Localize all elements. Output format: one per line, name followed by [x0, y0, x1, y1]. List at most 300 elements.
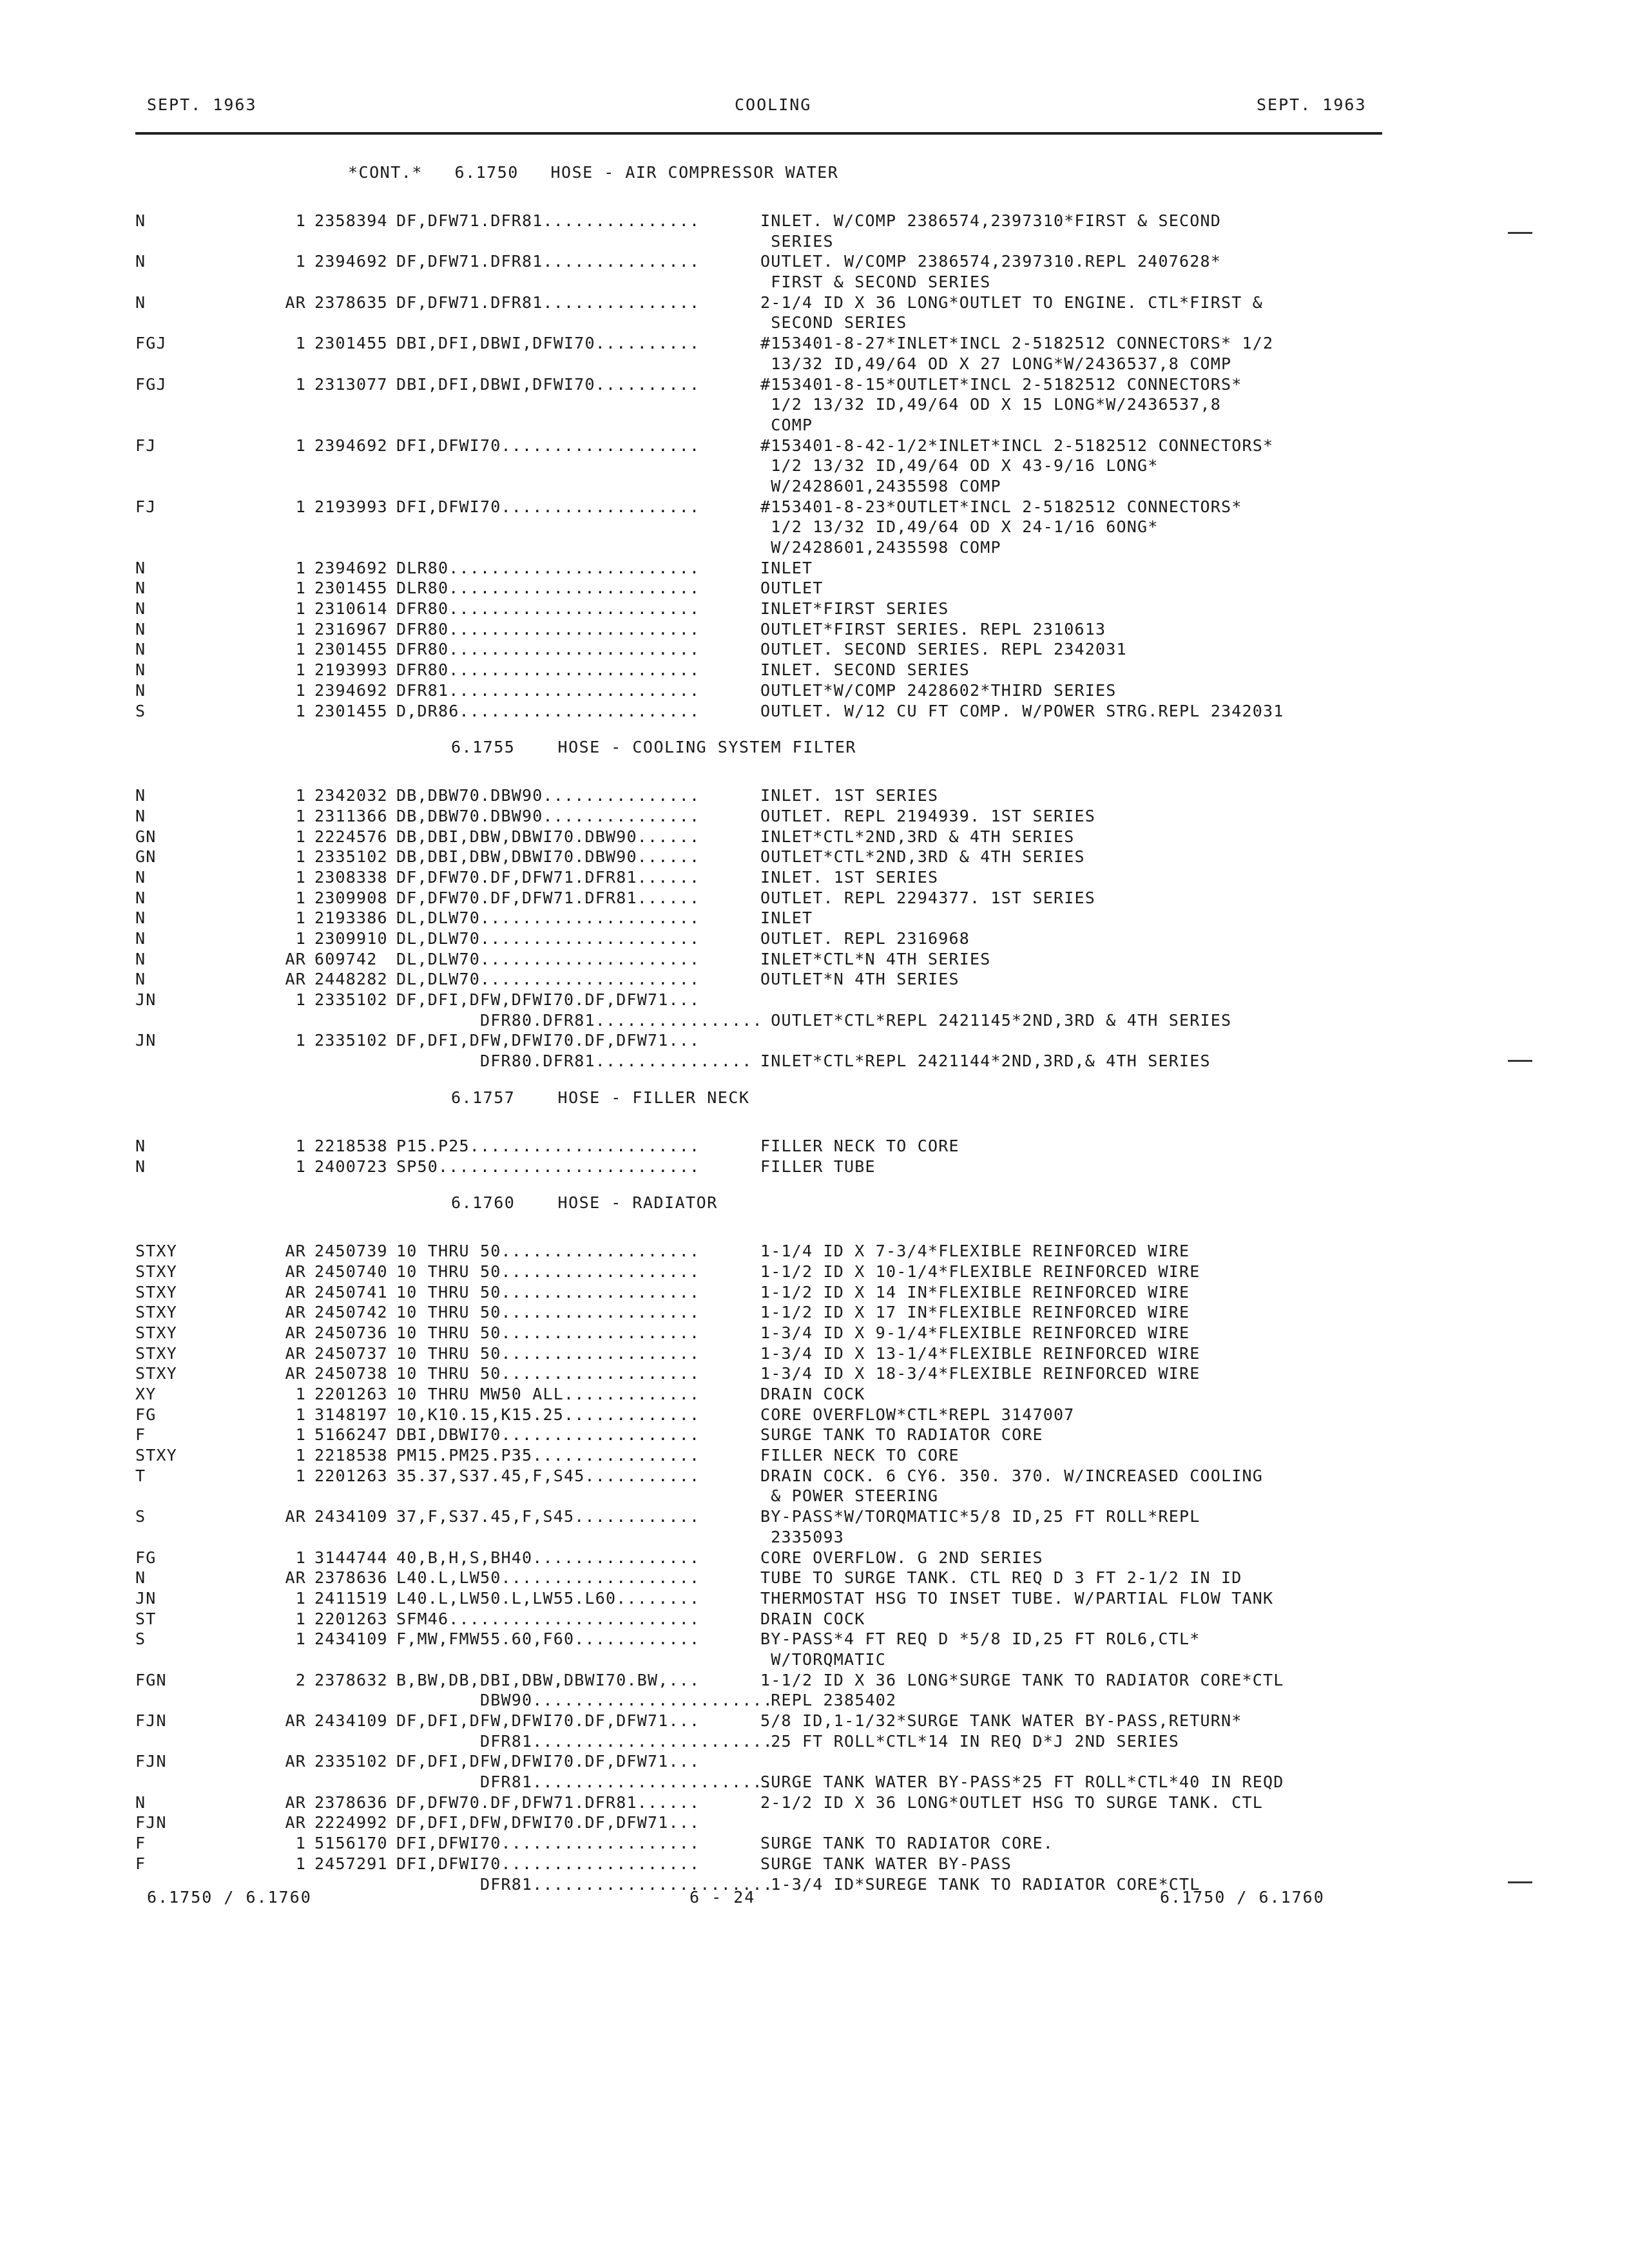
usage-code: FJN	[135, 1711, 167, 1730]
model-applicability: 35.37,S37.45,F,S45...........	[396, 1466, 700, 1485]
usage-code: N	[135, 1136, 146, 1155]
footer-left: 6.1750 / 6.1760	[147, 1888, 312, 1907]
section-gap	[135, 1177, 1398, 1188]
parts-row	[135, 1136, 1398, 1157]
model-applicability: 37,F,S37.45,F,S45............	[396, 1507, 700, 1526]
quantity: 1	[295, 929, 306, 948]
parts-row	[135, 374, 1398, 395]
usage-code: N	[135, 252, 146, 271]
usage-code: F	[135, 1834, 146, 1853]
usage-code: FGJ	[135, 374, 167, 394]
quantity: AR	[285, 1364, 306, 1383]
quantity: 1	[295, 1854, 306, 1873]
model-applicability: 10 THRU 50...................	[396, 1282, 700, 1302]
part-description: 5/8 ID,1-1/32*SURGE TANK WATER BY-PASS,RETURN*	[760, 1711, 1242, 1730]
part-number: 609742	[314, 949, 378, 968]
parts-row	[135, 928, 1398, 949]
quantity: 1	[295, 558, 306, 577]
usage-code: N	[135, 888, 146, 907]
part-number: 5166247	[314, 1425, 388, 1445]
part-number: 2378635	[314, 293, 388, 312]
model-applicability: DFR80........................	[396, 599, 700, 619]
part-description: 2-1/4 ID X 36 LONG*OUTLET TO ENGINE. CTL*FIRST &	[760, 293, 1264, 312]
parts-row	[135, 537, 1398, 558]
part-description: INLET*FIRST SERIES	[760, 599, 949, 619]
parts-row	[135, 888, 1398, 908]
usage-code: FGJ	[135, 334, 167, 353]
part-number: 2394692	[314, 436, 388, 455]
part-number: 2450742	[314, 1303, 388, 1322]
model-applicability: PM15.PM25.P35................	[396, 1446, 700, 1465]
parts-row	[135, 867, 1398, 888]
quantity: 1	[295, 680, 306, 700]
model-applicability: SP50.........................	[396, 1157, 700, 1176]
section-gap	[135, 1072, 1398, 1083]
part-number: 2394692	[314, 558, 388, 577]
quantity: 1	[295, 1629, 306, 1649]
part-number: 2450738	[314, 1364, 388, 1383]
parts-row	[135, 1833, 1398, 1854]
quantity: 1	[295, 990, 306, 1010]
model-applicability: DFR80........................	[396, 660, 700, 680]
part-description: OUTLET*CTL*2ND,3RD & 4TH SERIES	[760, 847, 1085, 867]
quantity: AR	[285, 1242, 306, 1261]
section-title: 6.1760 HOSE - RADIATOR	[451, 1193, 718, 1213]
part-description: BY-PASS*4 FT REQ D *5/8 ID,25 FT ROL6,CTL*	[760, 1629, 1200, 1649]
usage-code: FJ	[135, 497, 157, 516]
model-applicability: SFM46........................	[396, 1609, 700, 1628]
usage-code: T	[135, 1466, 146, 1485]
model-applicability: 10 THRU 50...................	[396, 1303, 700, 1322]
section-title: 6.1755 HOSE - COOLING SYSTEM FILTER	[451, 738, 856, 757]
model-applicability: P15.P25......................	[396, 1136, 700, 1155]
quantity: 1	[295, 1136, 306, 1155]
part-number: 2450740	[314, 1262, 388, 1281]
usage-code: N	[135, 1568, 146, 1588]
model-applicability: DL,DLW70.....................	[396, 970, 700, 989]
parts-row	[135, 1405, 1398, 1425]
model-applicability: DL,DLW70.....................	[396, 908, 700, 928]
part-description: 1-1/2 ID X 14 IN*FLEXIBLE REINFORCED WIRE	[760, 1282, 1190, 1302]
model-applicability: 10 THRU 50...................	[396, 1262, 700, 1281]
quantity: AR	[285, 1752, 306, 1771]
part-description: OUTLET*W/COMP 2428602*THIRD SERIES	[760, 680, 1117, 700]
part-description: FILLER NECK TO CORE	[760, 1446, 959, 1465]
parts-row	[135, 847, 1398, 867]
parts-row	[135, 908, 1398, 928]
part-description: FILLER TUBE	[760, 1157, 876, 1176]
quantity: 1	[295, 252, 306, 271]
model-applicability: DLR80........................	[396, 579, 700, 598]
parts-row	[135, 476, 1398, 497]
quantity: AR	[285, 970, 306, 989]
part-description: #153401-8-42-1/2*INLET*INCL 2-5182512 CONNECTORS*	[760, 436, 1274, 455]
usage-code: N	[135, 867, 146, 887]
usage-code: S	[135, 1629, 146, 1649]
section-heading	[135, 158, 1398, 211]
model-applicability: DF,DFW70.DF,DFW71.DFR81......	[396, 867, 700, 887]
part-description: REPL 2385402	[760, 1691, 897, 1710]
part-number: 2394692	[314, 680, 388, 700]
quantity: AR	[285, 1568, 306, 1588]
header-section-title: COOLING	[735, 95, 812, 114]
part-number: 2450741	[314, 1282, 388, 1302]
part-description: OUTLET. SECOND SERIES. REPL 2342031	[760, 640, 1127, 659]
page-number: 6 - 24	[689, 1888, 756, 1907]
part-description: INLET*CTL*N 4TH SERIES	[760, 949, 991, 968]
parts-row	[135, 394, 1398, 415]
parts-row	[135, 1051, 1398, 1072]
quantity: AR	[285, 1303, 306, 1322]
part-number: 2313077	[314, 374, 388, 394]
part-description: CORE OVERFLOW. G 2ND SERIES	[760, 1548, 1043, 1567]
quantity: AR	[285, 1507, 306, 1526]
part-number: 2342032	[314, 786, 388, 805]
section-heading	[135, 733, 1398, 785]
model-applicability: DF,DFI,DFW,DFWI70.DF,DFW71...	[396, 1752, 700, 1771]
section-gap	[135, 721, 1398, 733]
part-number: 2400723	[314, 1157, 388, 1176]
part-description: INLET. 1ST SERIES	[760, 867, 939, 887]
parts-row	[135, 436, 1398, 456]
part-description: OUTLET. REPL 2294377. 1ST SERIES	[760, 888, 1096, 907]
model-applicability: DFR80.DFR81................	[396, 1010, 763, 1030]
part-description: W/2428601,2435598 COMP	[760, 538, 1001, 557]
parts-row	[135, 1363, 1398, 1384]
part-number: 2434109	[314, 1507, 388, 1526]
usage-code: N	[135, 908, 146, 928]
quantity: 1	[295, 1157, 306, 1176]
model-applicability: 10 THRU 50...................	[396, 1323, 700, 1342]
parts-row	[135, 272, 1398, 293]
parts-row	[135, 639, 1398, 660]
part-description: 1-1/2 ID X 36 LONG*SURGE TANK TO RADIATOR CORE*CTL	[760, 1670, 1284, 1689]
quantity: 1	[295, 211, 306, 230]
quantity: 1	[295, 660, 306, 680]
part-number: 2316967	[314, 619, 388, 639]
parts-row	[135, 1548, 1398, 1568]
part-number: 2434109	[314, 1711, 388, 1730]
part-number: 2335102	[314, 847, 388, 867]
section-heading	[135, 1188, 1398, 1241]
part-number: 2301455	[314, 701, 388, 720]
model-applicability: DFR81.......................	[396, 1731, 774, 1751]
usage-code: F	[135, 1854, 146, 1873]
part-number: 2218538	[314, 1136, 388, 1155]
part-number: 3148197	[314, 1405, 388, 1424]
part-description: DRAIN COCK. 6 CY6. 350. 370. W/INCREASED COOLING	[760, 1466, 1264, 1485]
parts-row	[135, 1690, 1398, 1711]
quantity: 1	[295, 827, 306, 846]
usage-code: N	[135, 579, 146, 598]
parts-row	[135, 231, 1398, 252]
usage-code: GN	[135, 827, 157, 846]
parts-row	[135, 827, 1398, 847]
usage-code: N	[135, 806, 146, 825]
usage-code: N	[135, 619, 146, 639]
model-applicability: DFR81........................	[396, 680, 700, 700]
part-description: SURGE TANK WATER BY-PASS	[760, 1854, 1012, 1873]
parts-row	[135, 1466, 1398, 1486]
quantity: AR	[285, 1343, 306, 1363]
usage-code: N	[135, 599, 146, 619]
parts-row	[135, 1609, 1398, 1629]
parts-row	[135, 1854, 1398, 1874]
part-description: OUTLET	[760, 579, 824, 598]
model-applicability: 10 THRU 50...................	[396, 1343, 700, 1363]
quantity: 1	[295, 1834, 306, 1853]
usage-code: N	[135, 1157, 146, 1176]
part-description: 1/2 13/32 ID,49/64 OD X 15 LONG*W/2436537,8	[760, 395, 1222, 414]
part-number: 2193993	[314, 497, 388, 516]
part-description: 13/32 ID,49/64 OD X 27 LONG*W/2436537,8 COMP	[760, 354, 1232, 373]
part-description: INLET. W/COMP 2386574,2397310*FIRST & SECOND	[760, 211, 1222, 230]
part-number: 2335102	[314, 990, 388, 1010]
parts-row	[135, 1731, 1398, 1752]
part-description: SECOND SERIES	[760, 313, 907, 332]
part-description: INLET	[760, 558, 813, 577]
usage-code: F	[135, 1425, 146, 1445]
part-description: 1-1/2 ID X 10-1/4*FLEXIBLE REINFORCED WIRE	[760, 1262, 1200, 1281]
parts-row	[135, 1241, 1398, 1262]
header-left-date: SEPT. 1963	[147, 95, 257, 114]
quantity: AR	[285, 1792, 306, 1812]
quantity: AR	[285, 949, 306, 968]
usage-code: STXY	[135, 1446, 178, 1465]
model-applicability: DF,DFI,DFW,DFWI70.DF,DFW71...	[396, 990, 700, 1010]
part-description: FIRST & SECOND SERIES	[760, 273, 991, 292]
part-description: FILLER NECK TO CORE	[760, 1136, 959, 1155]
parts-row	[135, 1629, 1398, 1649]
usage-code: JN	[135, 990, 157, 1010]
header-rule	[135, 132, 1382, 135]
part-description: OUTLET. REPL 2316968	[760, 929, 970, 948]
part-number: 2450737	[314, 1343, 388, 1363]
part-description: 1-3/4 ID X 18-3/4*FLEXIBLE REINFORCED WIRE	[760, 1364, 1200, 1383]
model-applicability: DF,DFW71.DFR81...............	[396, 252, 700, 271]
part-number: 2193386	[314, 908, 388, 928]
part-number: 2309910	[314, 929, 388, 948]
section-heading	[135, 1083, 1398, 1136]
parts-row	[135, 949, 1398, 970]
usage-code: S	[135, 701, 146, 720]
usage-code: STXY	[135, 1343, 178, 1363]
model-applicability: DBI,DFI,DBWI,DFWI70..........	[396, 334, 700, 353]
part-description: 25 FT ROLL*CTL*14 IN REQ D*J 2ND SERIES	[760, 1731, 1180, 1751]
usage-code: N	[135, 293, 146, 312]
parts-row	[135, 415, 1398, 436]
part-number: 2201263	[314, 1609, 388, 1628]
part-number: 2224576	[314, 827, 388, 846]
parts-row	[135, 619, 1398, 640]
model-applicability: F,MW,FMW55.60,F60............	[396, 1629, 700, 1649]
model-applicability: D,DR86.......................	[396, 701, 700, 720]
quantity: 1	[295, 786, 306, 805]
quantity: AR	[285, 1711, 306, 1730]
footer-right: 6.1750 / 6.1760	[1160, 1888, 1325, 1907]
part-description: SERIES	[760, 231, 834, 251]
quantity: 1	[295, 1446, 306, 1465]
usage-code: N	[135, 558, 146, 577]
parts-row	[135, 785, 1398, 806]
parts-row	[135, 251, 1398, 272]
model-applicability: 40,B,H,S,BH40................	[396, 1548, 700, 1567]
part-number: 2378636	[314, 1568, 388, 1588]
part-number: 2448282	[314, 970, 388, 989]
part-description: 1-1/4 ID X 7-3/4*FLEXIBLE REINFORCED WIRE	[760, 1242, 1190, 1261]
model-applicability: DLR80........................	[396, 558, 700, 577]
model-applicability: DBI,DBWI70...................	[396, 1425, 700, 1445]
parts-row	[135, 517, 1398, 537]
quantity: 1	[295, 579, 306, 598]
quantity: 1	[295, 1609, 306, 1628]
model-applicability: DF,DFI,DFW,DFWI70.DF,DFW71...	[396, 1031, 700, 1050]
usage-code: FJN	[135, 1813, 167, 1832]
model-applicability: L40.L,LW50.L,LW55.L60........	[396, 1588, 700, 1608]
parts-row	[135, 1506, 1398, 1527]
quantity: 2	[295, 1670, 306, 1689]
quantity: AR	[285, 1282, 306, 1302]
part-description: 1-3/4 ID X 13-1/4*FLEXIBLE REINFORCED WIRE	[760, 1343, 1200, 1363]
parts-row	[135, 1670, 1398, 1691]
parts-row	[135, 1792, 1398, 1813]
model-applicability: DBW90.......................	[396, 1691, 774, 1710]
part-description: SURGE TANK TO RADIATOR CORE	[760, 1425, 1043, 1445]
model-applicability: 10 THRU 50...................	[396, 1364, 700, 1383]
quantity: 1	[295, 497, 306, 516]
usage-code: FGN	[135, 1670, 167, 1689]
quantity: 1	[295, 867, 306, 887]
model-applicability: B,BW,DB,DBI,DBW,DBWI70.BW,...	[396, 1670, 700, 1689]
usage-code: N	[135, 786, 146, 805]
model-applicability: DL,DLW70.....................	[396, 929, 700, 948]
model-applicability: DB,DBW70.DBW90...............	[396, 786, 700, 805]
part-description: SURGE TANK TO RADIATOR CORE.	[760, 1834, 1054, 1853]
part-description: 1/2 13/32 ID,49/64 OD X 43-9/16 LONG*	[760, 456, 1159, 476]
usage-code: N	[135, 949, 146, 968]
model-applicability: DF,DFI,DFW,DFWI70.DF,DFW71...	[396, 1813, 700, 1832]
part-description: 2335093	[760, 1527, 845, 1546]
part-number: 2311366	[314, 806, 388, 825]
parts-row	[135, 1772, 1398, 1792]
usage-code: XY	[135, 1385, 157, 1403]
parts-row	[135, 701, 1398, 722]
part-number: 2450736	[314, 1323, 388, 1342]
part-description: 2-1/2 ID X 36 LONG*OUTLET HSG TO SURGE TANK. CTL	[760, 1792, 1264, 1812]
usage-code: STXY	[135, 1262, 178, 1281]
usage-code: N	[135, 929, 146, 948]
model-applicability: DFR80........................	[396, 619, 700, 639]
header-right-date: SEPT. 1963	[1257, 95, 1367, 114]
usage-code: FG	[135, 1548, 157, 1567]
quantity: 1	[295, 908, 306, 928]
parts-row	[135, 1751, 1398, 1772]
parts-row	[135, 599, 1398, 619]
usage-code: JN	[135, 1031, 157, 1050]
model-applicability: DF,DFI,DFW,DFWI70.DF,DFW71...	[396, 1711, 700, 1730]
parts-row	[135, 660, 1398, 680]
parts-row	[135, 1649, 1398, 1670]
part-description: OUTLET. W/12 CU FT COMP. W/POWER STRG.REPL 2342031	[760, 701, 1284, 720]
part-description: 1-3/4 ID X 9-1/4*FLEXIBLE REINFORCED WIRE	[760, 1323, 1190, 1342]
quantity: 1	[295, 619, 306, 639]
usage-code: N	[135, 680, 146, 700]
part-description: 1/2 13/32 ID,49/64 OD X 24-1/16 6ONG*	[760, 517, 1159, 537]
parts-row	[135, 1568, 1398, 1588]
part-number: 2201263	[314, 1385, 388, 1403]
usage-code: N	[135, 640, 146, 659]
part-number: 2457291	[314, 1854, 388, 1873]
model-applicability: DFR80........................	[396, 640, 700, 659]
part-number: 2358394	[314, 211, 388, 230]
quantity: AR	[285, 1813, 306, 1832]
parts-row	[135, 990, 1398, 1010]
part-description: #153401-8-15*OUTLET*INCL 2-5182512 CONNECTORS*	[760, 374, 1242, 394]
quantity: 1	[295, 888, 306, 907]
part-description: CORE OVERFLOW*CTL*REPL 3147007	[760, 1405, 1075, 1424]
part-description: OUTLET*N 4TH SERIES	[760, 970, 959, 989]
part-description: BY-PASS*W/TORQMATIC*5/8 ID,25 FT ROLL*REPL	[760, 1507, 1200, 1526]
part-number: 2193993	[314, 660, 388, 680]
parts-row	[135, 1425, 1398, 1445]
parts-row	[135, 1262, 1398, 1282]
parts-list	[135, 158, 1398, 1906]
usage-code: STXY	[135, 1364, 178, 1383]
part-description: W/2428601,2435598 COMP	[760, 476, 1001, 495]
part-number: 2335102	[314, 1752, 388, 1771]
model-applicability: DFI,DFWI70...................	[396, 497, 700, 516]
parts-row	[135, 1588, 1398, 1609]
usage-code: JN	[135, 1588, 157, 1608]
usage-code: FG	[135, 1405, 157, 1424]
parts-row	[135, 1445, 1398, 1466]
parts-row	[135, 312, 1398, 333]
section-title: 6.1757 HOSE - FILLER NECK	[451, 1088, 750, 1107]
part-number: 2309908	[314, 888, 388, 907]
part-number: 2450739	[314, 1242, 388, 1261]
parts-row	[135, 456, 1398, 476]
part-description: #153401-8-27*INLET*INCL 2-5182512 CONNECTORS* 1/2	[760, 334, 1274, 353]
part-description: INLET*CTL*2ND,3RD & 4TH SERIES	[760, 827, 1075, 846]
quantity: 1	[295, 599, 306, 619]
quantity: 1	[295, 847, 306, 867]
quantity: 1	[295, 640, 306, 659]
margin-mark	[1508, 232, 1532, 234]
quantity: 1	[295, 806, 306, 825]
quantity: 1	[295, 701, 306, 720]
usage-code: N	[135, 211, 146, 230]
quantity: AR	[285, 1262, 306, 1281]
part-description: OUTLET*FIRST SERIES. REPL 2310613	[760, 619, 1106, 639]
parts-row	[135, 680, 1398, 701]
model-applicability: DFR81.......................	[396, 1874, 774, 1894]
parts-row	[135, 1157, 1398, 1177]
parts-row	[135, 806, 1398, 827]
part-description: INLET. SECOND SERIES	[760, 660, 970, 680]
model-applicability: DFI,DFWI70...................	[396, 1834, 700, 1853]
model-applicability: DB,DBI,DBW,DBWI70.DBW90......	[396, 847, 700, 867]
part-description: DRAIN COCK	[760, 1385, 865, 1403]
parts-row	[135, 1323, 1398, 1343]
parts-row	[135, 558, 1398, 579]
quantity: AR	[285, 1323, 306, 1342]
model-applicability: DFI,DFWI70...................	[396, 436, 700, 455]
quantity: 1	[295, 1425, 306, 1445]
parts-row	[135, 578, 1398, 599]
quantity: 1	[295, 1405, 306, 1424]
model-applicability: 10 THRU 50...................	[396, 1242, 700, 1261]
usage-code: ST	[135, 1609, 157, 1628]
